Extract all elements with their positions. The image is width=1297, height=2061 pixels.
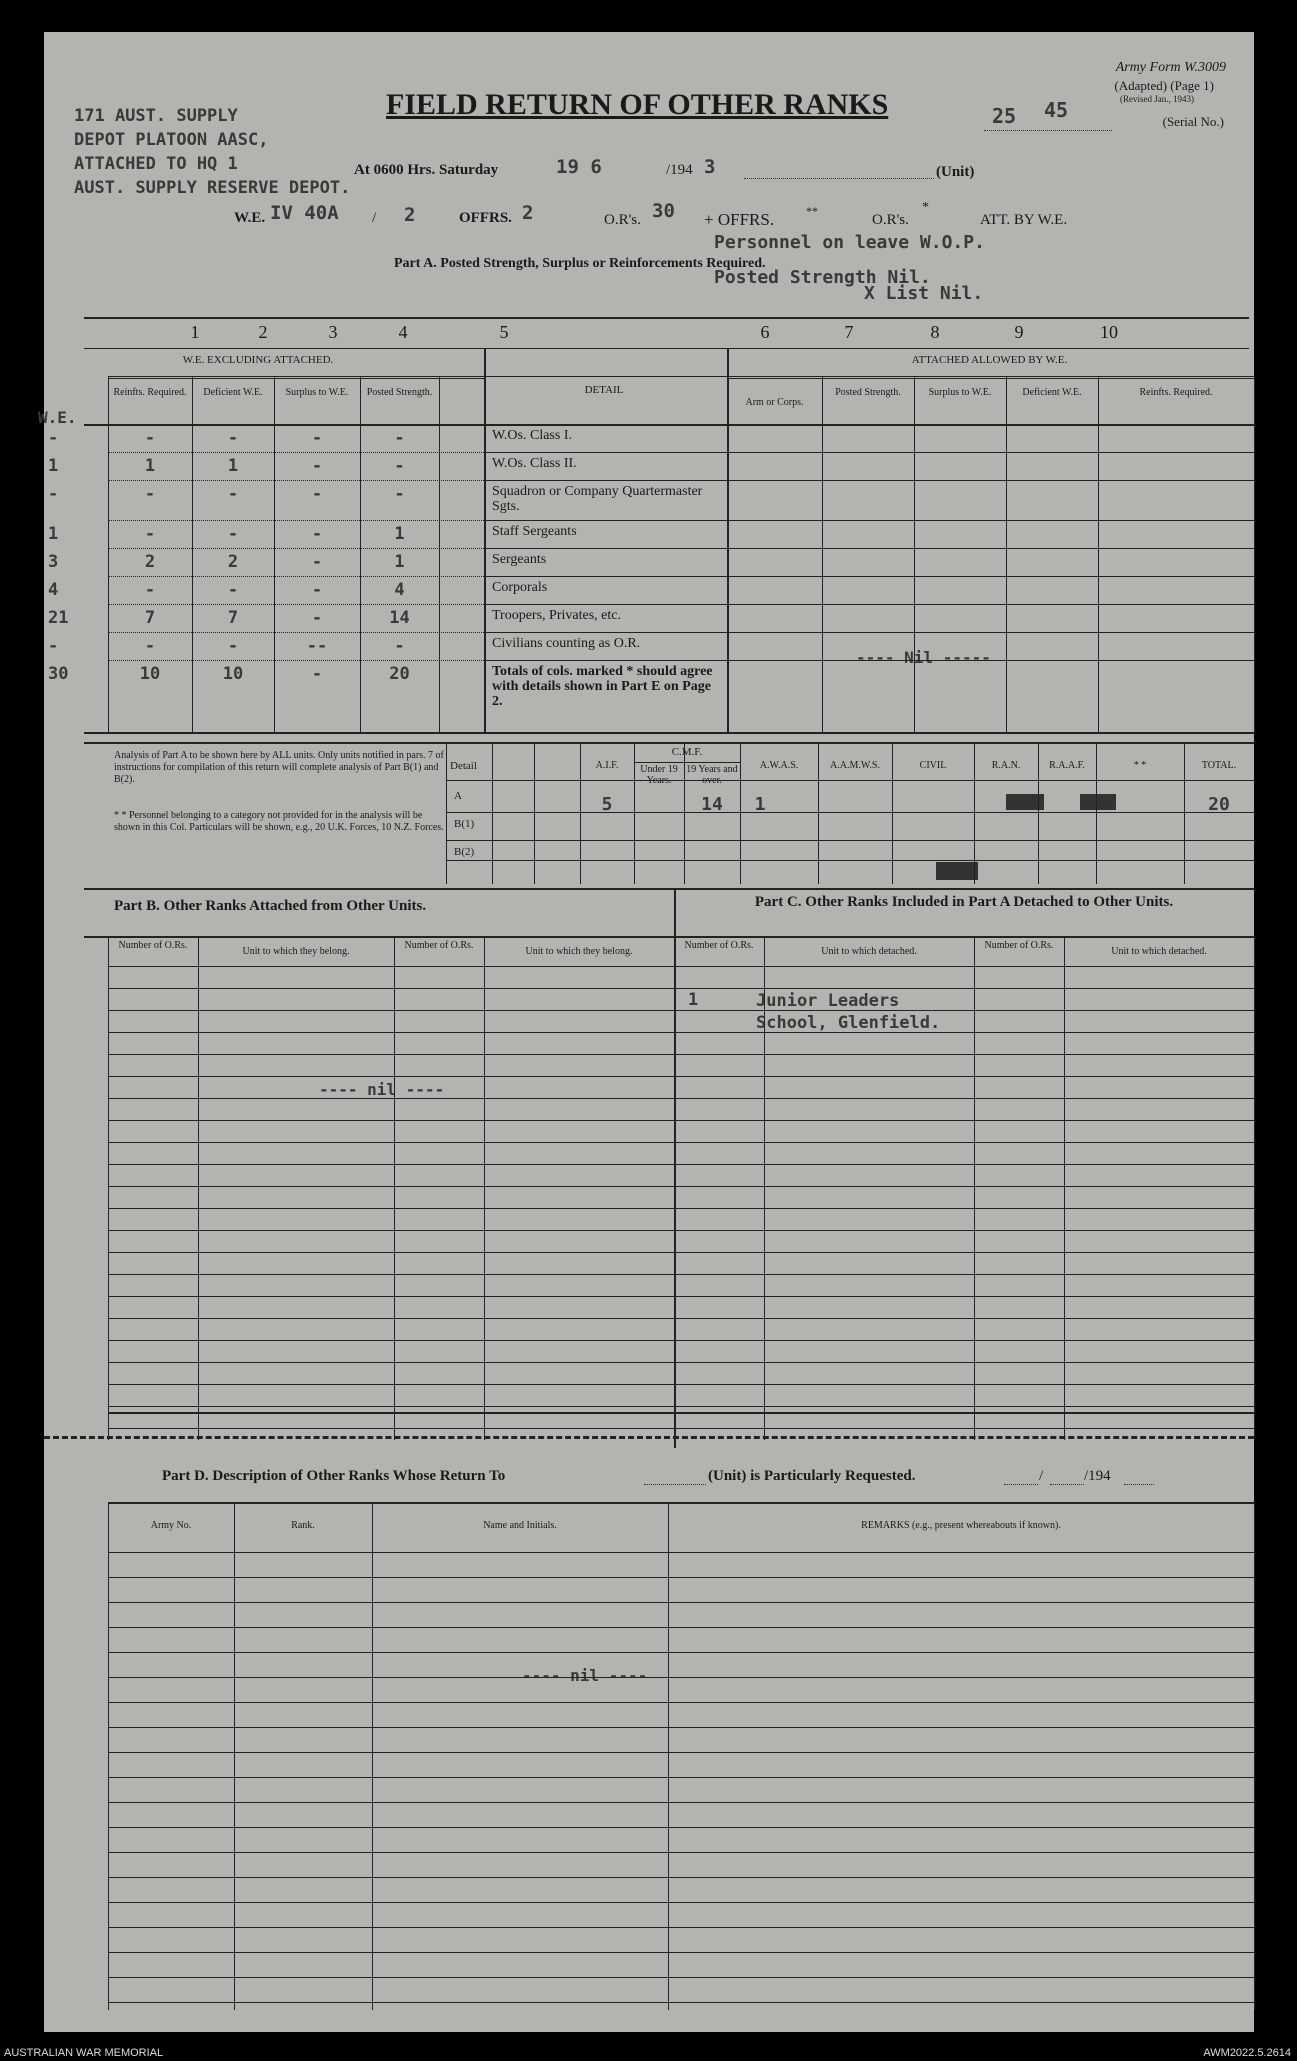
row-4-c1: - — [144, 524, 156, 544]
left-col-header-2: Deficient W.E. — [203, 387, 263, 398]
attached-nil: ---- Nil ----- — [856, 648, 991, 667]
row-6-c1: - — [144, 580, 156, 600]
analysis-row-label-2: B(1) — [454, 818, 475, 830]
serial-typed-2: 45 — [1044, 98, 1069, 122]
part-c-col-unit-1: Unit to which detached. — [821, 946, 917, 957]
analysis-19over-a: 14 — [701, 794, 723, 815]
at-hours: At 0600 Hrs. Saturday — [354, 162, 499, 178]
redaction-block — [936, 862, 978, 880]
col-number-2: 2 — [258, 322, 268, 342]
row-3-c1: - — [144, 484, 156, 504]
date-typed: 19 6 — [556, 156, 602, 178]
row-9-c2: 10 — [222, 664, 244, 684]
unit-label: (Unit) — [936, 164, 975, 180]
part-c-entry-unit: Junior Leaders School, Glenfield. — [756, 991, 941, 1033]
row-4-c2: - — [227, 524, 239, 544]
col-number-6: 6 — [760, 322, 770, 342]
row-8-c2: - — [227, 636, 239, 656]
row-1-c3: - — [311, 428, 323, 448]
right-col-header-1: Arm or Corps. — [745, 397, 804, 408]
row-9-c4: 20 — [389, 664, 410, 684]
detail-8: Civilians counting as O.R. — [492, 636, 641, 651]
footer-right: AWM2022.5.2614 — [1203, 2047, 1291, 2059]
row-2-c3: - — [311, 456, 323, 476]
typed-note-nil: Posted Strength Nil. X List Nil. — [714, 267, 984, 304]
we-margin: W.E. — [38, 408, 77, 427]
row-8-c4: - — [394, 636, 405, 656]
left-col-header-1: Reinfts. Required. — [113, 387, 187, 398]
detail-4: Staff Sergeants — [492, 524, 577, 539]
part-d-nil: ---- nil ---- — [522, 1666, 648, 1685]
analysis-total-a: 20 — [1208, 794, 1230, 815]
redaction-block — [1080, 794, 1116, 810]
row-1-c1: - — [144, 428, 156, 448]
col-number-8: 8 — [930, 322, 940, 342]
unit-typed: 171 AUST. SUPPLY DEPOT PLATOON AASC, ATTACHED TO HQ 1 AUST. SUPPLY RESERVE DEPOT. — [74, 106, 351, 198]
row-2-c1: 1 — [144, 456, 156, 476]
part-c-col-unit-2: Unit to which detached. — [1111, 946, 1207, 957]
we-value: 21 — [48, 608, 69, 628]
ors2-star: * — [922, 200, 929, 215]
part-d-col-1: Army No. — [150, 1520, 192, 1531]
left-col-header-4: Posted Strength. — [366, 387, 433, 398]
part-b-col-unit-1: Unit to which they belong. — [242, 946, 350, 957]
form-paper — [38, 32, 1254, 2032]
row-8-c3: -- — [306, 636, 328, 656]
part-d-date-slash: / — [1039, 1468, 1044, 1484]
row-5-c1: 2 — [144, 552, 156, 572]
analysis-row-label-3: B(2) — [454, 846, 475, 858]
row-9-c3: - — [311, 664, 323, 684]
att-by-we: ATT. BY W.E. — [980, 212, 1068, 228]
row-1-c4: - — [394, 428, 405, 448]
row-7-c1: 7 — [144, 608, 156, 628]
analysis-col-4: A.W.A.S. — [759, 760, 799, 771]
analysis-detail-label: Detail — [450, 760, 477, 772]
detail-3: Squadron or Company Quartermaster Sgts. — [492, 484, 703, 514]
col-number-4: 4 — [398, 322, 408, 342]
left-col-header-3: Surplus to W.E. — [285, 387, 349, 398]
part-b-heading: Part B. Other Ranks Attached from Other Units. — [114, 898, 427, 914]
row-3-c2: - — [227, 484, 239, 504]
part-c-col-number-2: Number of O.Rs. — [984, 940, 1054, 951]
right-group-header: ATTACHED ALLOWED BY W.E. — [911, 354, 1068, 366]
part-b-col-unit-2: Unit to which they belong. — [525, 946, 633, 957]
ors-label: O.R's. — [604, 212, 641, 228]
analysis-row-label-1: A — [454, 790, 462, 802]
analysis-note-2: * * Personnel belonging to a category not provided for in the analysis will be shown in this Col. Particulars will be shown, e.g., 20 U.K. Forces, 10 N.Z. Forces. — [114, 810, 444, 833]
analysis-note-1: Analysis of Part A to be shown here by ALL units. Only units notified in pars. 7 of instructions for compilation of this return will complete analysis of Part B(1) and B(2). — [114, 750, 444, 785]
analysis-col-10: TOTAL. — [1201, 760, 1237, 771]
right-col-header-3: Surplus to W.E. — [928, 387, 992, 398]
form-number: Army Form W.3009 — [1115, 60, 1226, 75]
we-label: W.E. — [234, 210, 266, 226]
col-number-3: 3 — [328, 322, 338, 342]
form-adapted: (Adapted) (Page 1) — [1114, 78, 1214, 93]
analysis-awas-a: 1 — [754, 794, 766, 815]
row-5-c3: - — [311, 552, 323, 572]
analysis-col-5: A.A.M.W.S. — [830, 760, 880, 771]
serial-typed: 25 — [992, 104, 1017, 128]
we-value: 3 — [48, 552, 59, 572]
row-5-c4: 1 — [394, 552, 405, 572]
we-value: 30 — [48, 664, 69, 684]
analysis-col-6: CIVIL — [919, 760, 947, 771]
part-d-col-4: REMARKS (e.g., present whereabouts if known). — [861, 1520, 1061, 1531]
offrs-value: 2 — [522, 202, 534, 224]
row-2-c2: 1 — [227, 456, 239, 476]
we-value: 1 — [48, 524, 59, 544]
row-7-c4: 14 — [389, 608, 410, 628]
analysis-col-2: Under 19 Years. — [640, 764, 678, 786]
we-value: - — [48, 428, 59, 448]
row-3-c4: - — [394, 484, 405, 504]
part-c-entry-number: 1 — [688, 990, 699, 1010]
detail-5: Sergeants — [492, 552, 547, 567]
offrs-label: OFFRS. — [459, 210, 512, 226]
row-7-c2: 7 — [227, 608, 239, 628]
detail-2: W.Os. Class II. — [492, 456, 577, 471]
detail-1: W.Os. Class I. — [492, 428, 572, 443]
analysis-col-9: * * — [1133, 760, 1147, 771]
we-value: 1 — [48, 456, 59, 476]
left-group-header: W.E. EXCLUDING ATTACHED. — [182, 354, 334, 366]
we-slash: / — [372, 210, 377, 226]
form-revised: (Revised Jan., 1943) — [1120, 94, 1194, 104]
part-d-heading-mid: (Unit) is Particularly Requested. — [708, 1468, 916, 1484]
part-c-heading: Part C. Other Ranks Included in Part A Detached to Other Units. — [754, 894, 1174, 910]
footer-left: AUSTRALIAN WAR MEMORIAL — [4, 2047, 164, 2059]
perforation-line — [44, 1436, 1254, 1439]
analysis-aif-a: 5 — [601, 794, 613, 815]
row-4-c4: 1 — [394, 524, 405, 544]
part-d-col-2: Rank. — [291, 1520, 315, 1531]
detail-7: Troopers, Privates, etc. — [492, 608, 621, 623]
we-typed: IV 40A — [270, 202, 339, 224]
part-b-col-number-2: Number of O.Rs. — [404, 940, 474, 951]
ors-value: 30 — [652, 200, 675, 222]
we-value: - — [48, 484, 59, 504]
row-2-c4: - — [394, 456, 405, 476]
row-6-c4: 4 — [394, 580, 405, 600]
serial-label: (Serial No.) — [1162, 114, 1224, 129]
we-value: - — [48, 636, 59, 656]
col-number-7: 7 — [844, 322, 854, 342]
part-b-nil: ---- nil ---- — [319, 1080, 445, 1099]
typed-note-leave: Personnel on leave W.O.P. — [714, 232, 985, 253]
ors2-label: O.R's. — [872, 212, 909, 228]
row-5-c2: 2 — [227, 552, 239, 572]
part-c-col-number-1: Number of O.Rs. — [684, 940, 754, 951]
row-7-c3: - — [311, 608, 323, 628]
col-number-10: 10 — [1100, 322, 1118, 342]
detail-9: Totals of cols. marked * should agree with details shown in Part E on Page 2. — [492, 664, 713, 709]
part-d-year: /194 — [1084, 1468, 1111, 1484]
part-d-heading: Part D. Description of Other Ranks Whose Return To — [162, 1468, 506, 1484]
row-3-c3: - — [311, 484, 323, 504]
year-prefix: /194 — [666, 162, 693, 178]
col-number-5: 5 — [499, 322, 509, 342]
part-d-col-3: Name and Initials. — [483, 1520, 557, 1531]
we-number: 2 — [404, 204, 416, 226]
col-number-9: 9 — [1014, 322, 1024, 342]
col-number-1: 1 — [190, 322, 200, 342]
analysis-col-1: A.I.F. — [595, 760, 619, 771]
analysis-col-3: 19 Years and over. — [686, 764, 738, 786]
cmf-header: C.M.F. — [671, 746, 703, 758]
offrs-star: ** — [806, 204, 818, 218]
right-col-header-2: Posted Strength. — [835, 387, 901, 398]
year-typed: 3 — [704, 156, 716, 178]
form-title: FIELD RETURN OF OTHER RANKS — [386, 88, 889, 121]
row-9-c1: 10 — [139, 664, 161, 684]
right-col-header-5: Reinfts. Required. — [1139, 387, 1213, 398]
part-a-heading: Part A. Posted Strength, Surplus or Reinforcements Required. — [394, 256, 766, 271]
row-4-c3: - — [311, 524, 323, 544]
part-b-col-number-1: Number of O.Rs. — [118, 940, 188, 951]
detail-6: Corporals — [492, 580, 548, 595]
row-1-c2: - — [227, 428, 239, 448]
plus-offrs: + OFFRS. — [704, 210, 775, 229]
detail-header: DETAIL — [584, 384, 624, 396]
right-col-header-4: Deficient W.E. — [1022, 387, 1082, 398]
row-6-c2: - — [227, 580, 239, 600]
row-6-c3: - — [311, 580, 323, 600]
analysis-col-8: R.A.A.F. — [1049, 760, 1085, 771]
analysis-col-7: R.A.N. — [991, 760, 1021, 771]
row-8-c1: - — [144, 636, 156, 656]
we-value: 4 — [48, 580, 59, 600]
